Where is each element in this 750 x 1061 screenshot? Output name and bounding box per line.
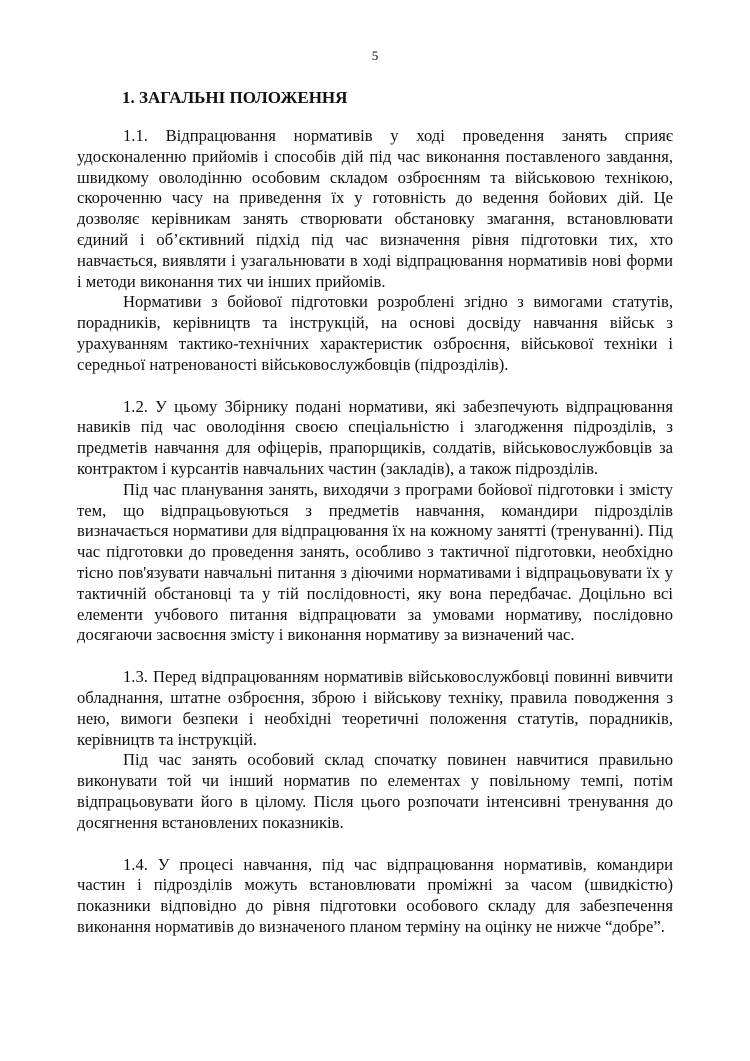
paragraph-1-4: 1.4. У процесі навчання, під час відпрацювання нормативів, командири частин і підрозділів можуть встановлювати проміжні за часом (швидкістю) показники відповідно до рівня підготовки особового складу для забезпечення виконання нормативів до визначеного планом терміну на оцінку не нижче “добре”.	[77, 854, 673, 936]
page-number: 5	[371, 48, 379, 63]
paragraph-1-3-continued: Під час занять особовий склад спочатку повинен навчитися правильно виконувати той чи інший норматив по елементах у повільному темпі, потім відпрацьовувати його в цілому. Після цього розпочати інтенсивні тренування до досягнення встановлених показників.	[77, 750, 673, 832]
section-title: 1. ЗАГАЛЬНІ ПОЛОЖЕННЯ	[122, 88, 348, 107]
paragraph-1-2: 1.2. У цьому Збірнику подані нормативи, які забезпечують відпрацювання навиків під час оволодіння своєю спеціальністю і злагодження підрозділів, з предметів навчання для офіцерів, прапорщиків, солдатів, військовослужбовців за контрактом і курсантів навчальних частин (закладів), а також підрозділів.	[77, 396, 673, 478]
paragraph-1-3: 1.3. Перед відпрацюванням нормативів військовослужбовці повинні вивчити обладнання, штатне озброєння, зброю і військову техніку, правила поводження з нею, вимоги безпеки і необхідні теоретичні положення статутів, порадників, керівництв та інструкцій.	[77, 667, 673, 749]
paragraph-1-1-continued: Нормативи з бойової підготовки розроблені згідно з вимогами статутів, порадників, керівництв та інструкцій, на основі досвіду навчання військ з урахуванням тактико-технічних характеристик озброєння, військової техніки і середньої натренованості військовослужбовців (підрозділів).	[77, 292, 673, 374]
document-body	[77, 88, 673, 938]
paragraph-gap	[77, 646, 673, 667]
paragraph-gap	[77, 834, 673, 855]
paragraph-1-2-continued: Під час планування занять, виходячи з програми бойової підготовки і змісту тем, що відпрацьовуються з предметів навчання, командири підрозділів визначається нормативи для відпрацювання їх на кожному занятті (тренуванні). Під час підготовки до проведення занять, особливо з тактичної підготовки, необхідно тісно пов'язувати навчальні питання з діючими нормативами і відпрацьовувати їх у тактичній обстановці та у тій послідовності, яку вона передбачає. Доцільно всі елементи учбового питання відпрацювати за умовами нормативу, послідовно досягаючи засвоєння змісту і виконання нормативу за визначений час.	[77, 479, 673, 645]
paragraph-gap	[77, 376, 673, 397]
paragraph-1-1: 1.1. Відпрацювання нормативів у ході проведення занять сприяє удосконаленню прийомів і способів дій під час виконання поставленого завдання, швидкому оволодінню особовим складом озброєнням та військовою технікою, скороченню часу на приведення їх у готовність до ведення бойових дій. Це дозволяє керівникам занять створювати обстановку змагання, встановлювати єдиний і об’єктивний підхід під час визначення рівня підготовки тих, хто навчається, виявляти і узагальнювати в ході відпрацювання нормативів нові форми і методи виконання тих чи інших прийомів.	[77, 126, 673, 291]
